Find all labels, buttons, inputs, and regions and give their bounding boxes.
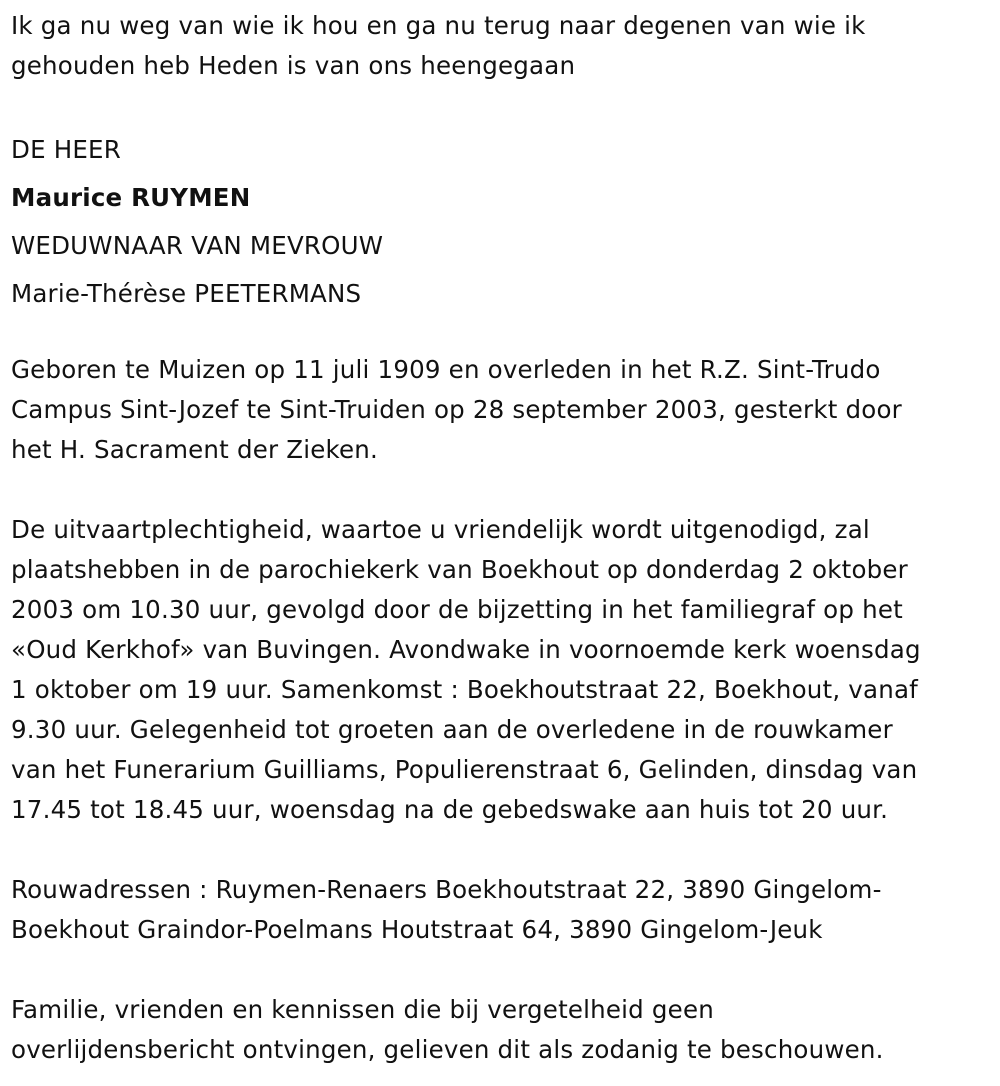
deceased-name: Maurice RUYMEN <box>11 183 251 212</box>
paragraph-line: Rouwadressen : Ruymen-Renaers Boekhoutstraat 22, 3890 Gingelom- <box>11 875 882 904</box>
closing-paragraph <box>11 990 884 1070</box>
deceased-title: DE HEER <box>11 135 121 164</box>
intro-verse <box>11 6 866 86</box>
birth-death-paragraph <box>11 350 902 470</box>
paragraph-line: plaatshebben in de parochiekerk van Boekhout op donderdag 2 oktober <box>11 555 908 584</box>
deceased-relation: WEDUWNAAR VAN MEVROUW <box>11 231 384 260</box>
paragraph-line: «Oud Kerkhof» van Buvingen. Avondwake in voornoemde kerk woensdag <box>11 635 921 664</box>
paragraph-line: Campus Sint-Jozef te Sint-Truiden op 28 september 2003, gesterkt door <box>11 395 902 424</box>
deceased-block <box>11 126 383 318</box>
paragraph-line: 17.45 tot 18.45 uur, woensdag na de gebedswake aan huis tot 20 uur. <box>11 795 889 824</box>
paragraph-line: 2003 om 10.30 uur, gevolgd door de bijzetting in het familiegraf op het <box>11 595 903 624</box>
intro-line: Ik ga nu weg van wie ik hou en ga nu terug naar degenen van wie ik <box>11 11 866 40</box>
paragraph-line: het H. Sacrament der Zieken. <box>11 435 378 464</box>
paragraph-line: van het Funerarium Guilliams, Populierenstraat 6, Gelinden, dinsdag van <box>11 755 918 784</box>
paragraph-line: De uitvaartplechtigheid, waartoe u vriendelijk wordt uitgenodigd, zal <box>11 515 870 544</box>
spouse-name: Marie-Thérèse PEETERMANS <box>11 279 362 308</box>
paragraph-line: 1 oktober om 19 uur. Samenkomst : Boekhoutstraat 22, Boekhout, vanaf <box>11 675 918 704</box>
intro-line: gehouden heb Heden is van ons heengegaan <box>11 51 576 80</box>
paragraph-line: Boekhout Graindor-Poelmans Houtstraat 64, 3890 Gingelom-Jeuk <box>11 915 823 944</box>
paragraph-line: overlijdensbericht ontvingen, gelieven dit als zodanig te beschouwen. <box>11 1035 884 1064</box>
paragraph-line: Familie, vrienden en kennissen die bij vergetelheid geen <box>11 995 714 1024</box>
paragraph-line: 9.30 uur. Gelegenheid tot groeten aan de overledene in de rouwkamer <box>11 715 893 744</box>
paragraph-line: Geboren te Muizen op 11 juli 1909 en overleden in het R.Z. Sint-Trudo <box>11 355 881 384</box>
mourning-addresses <box>11 870 882 950</box>
funeral-paragraph <box>11 510 921 830</box>
